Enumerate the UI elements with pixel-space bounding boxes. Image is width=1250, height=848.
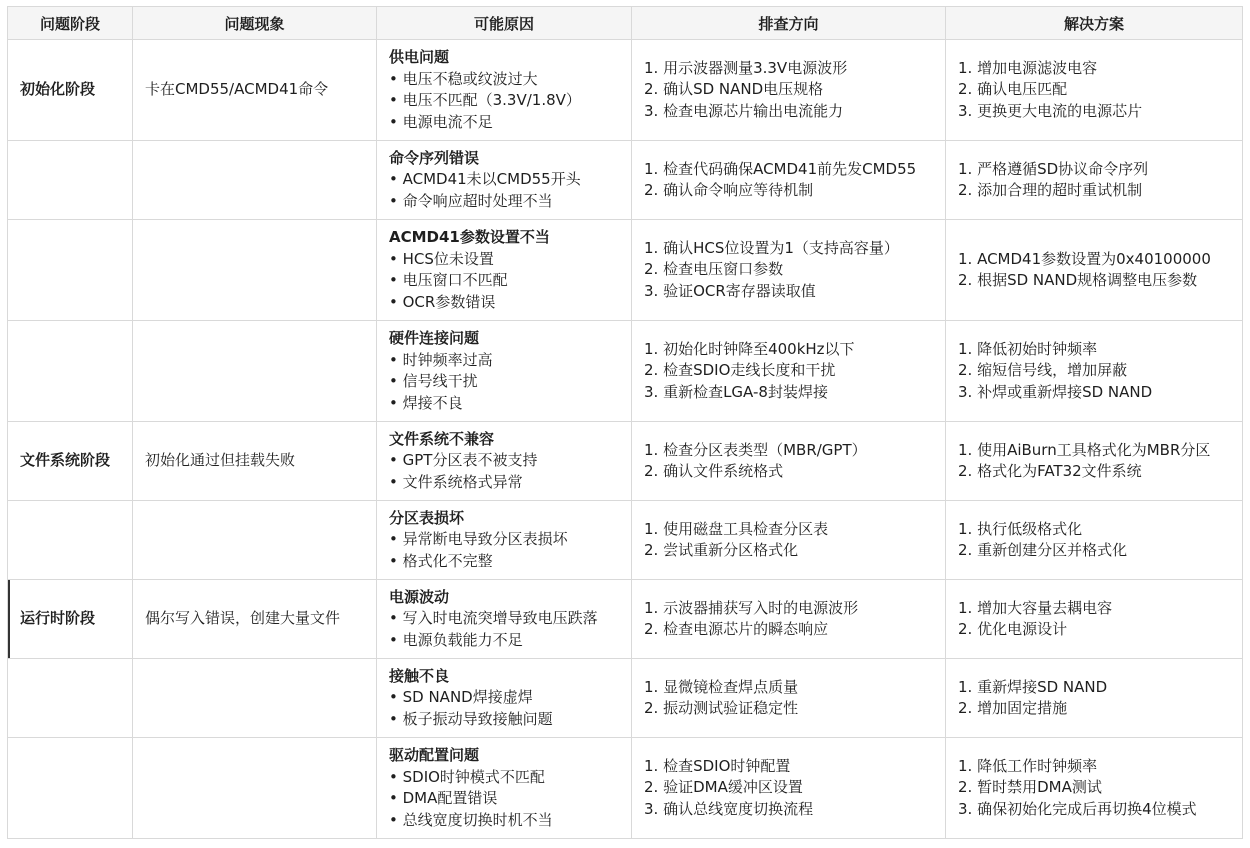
- cause-item: • 命令响应超时处理不当: [389, 191, 553, 210]
- cause-item: • 板子振动导致接触问题: [389, 709, 553, 728]
- check-item: 1. 使用磁盘工具检查分区表: [644, 519, 829, 538]
- check-item: 3. 检查电源芯片输出电流能力: [644, 101, 844, 120]
- solution-cell: [946, 422, 1243, 501]
- solution-cell: [946, 659, 1243, 738]
- check-item: 1. 检查SDIO时钟配置: [644, 756, 791, 775]
- header-symptom: 问题现象: [133, 7, 377, 40]
- solution-item: 1. 增加电源滤波电容: [958, 58, 1098, 77]
- check-item: 1. 显微镜检查焊点质量: [644, 677, 799, 696]
- solution-item: 2. 重新创建分区并格式化: [958, 541, 1128, 559]
- stage-cell: 文件系统阶段: [8, 422, 133, 501]
- stage-cell: [8, 738, 133, 839]
- cause-item: • 信号线干扰: [389, 372, 478, 390]
- cause-cell: [377, 40, 632, 141]
- check-item: 1. 检查分区表类型（MBR/GPT）: [644, 440, 867, 459]
- symptom-cell: [133, 738, 377, 839]
- check-cell: [632, 40, 946, 141]
- cause-item: • 电源负载能力不足: [389, 630, 523, 649]
- check-item: 3. 验证OCR寄存器读取值: [644, 281, 816, 300]
- cause-title: 接触不良: [389, 666, 450, 685]
- cause-item: • 电压窗口不匹配: [389, 271, 508, 289]
- cause-cell: [377, 141, 632, 220]
- solution-item: 2. 确认电压匹配: [958, 80, 1068, 99]
- solution-cell: [946, 40, 1243, 141]
- solution-item: 2. 根据SD NAND规格调整电压参数: [958, 271, 1198, 289]
- stage-cell: [8, 220, 133, 321]
- table-row: [8, 659, 1243, 738]
- cause-item: • 电压不匹配（3.3V/1.8V）: [389, 91, 581, 109]
- symptom-cell: [133, 501, 377, 580]
- cause-title: 电源波动: [389, 587, 450, 606]
- cause-item: • 异常断电导致分区表损坏: [389, 530, 568, 549]
- solution-item: 2. 格式化为FAT32文件系统: [958, 462, 1142, 480]
- stage-cell: [8, 141, 133, 220]
- cause-title: 供电问题: [389, 48, 450, 66]
- cause-cell: [377, 501, 632, 580]
- solution-item: 1. 使用AiBurn工具格式化为MBR分区: [958, 440, 1211, 459]
- table-row: [8, 321, 1243, 422]
- cause-title: 驱动配置问题: [389, 746, 480, 764]
- table-row: [8, 220, 1243, 321]
- solution-item: 3. 确保初始化完成后再切换4位模式: [958, 799, 1197, 818]
- solution-cell: [946, 321, 1243, 422]
- check-cell: [632, 738, 946, 839]
- cause-item: • ACMD41未以CMD55开头: [389, 170, 581, 189]
- solution-cell: [946, 501, 1243, 580]
- check-item: 2. 检查电源芯片的瞬态响应: [644, 620, 829, 638]
- check-item: 3. 确认总线宽度切换流程: [644, 799, 814, 818]
- check-cell: [632, 422, 946, 501]
- cause-item: • 格式化不完整: [389, 551, 493, 570]
- check-item: 2. 检查SDIO走线长度和干扰: [644, 361, 836, 380]
- cause-item: • SDIO时钟模式不匹配: [389, 767, 545, 786]
- cause-cell: [377, 738, 632, 839]
- symptom-cell: [133, 220, 377, 321]
- solution-item: 1. 严格遵循SD协议命令序列: [958, 159, 1149, 178]
- solution-cell: [946, 738, 1243, 839]
- symptom-cell: 卡在CMD55/ACMD41命令: [133, 40, 377, 141]
- cause-title: 文件系统不兼容: [389, 429, 495, 448]
- cause-cell: [377, 220, 632, 321]
- symptom-cell: 初始化通过但挂载失败: [133, 422, 377, 501]
- cause-title: ACMD41参数设置不当: [389, 228, 550, 246]
- solution-item: 1. 降低初始时钟频率: [958, 339, 1098, 358]
- check-item: 2. 尝试重新分区格式化: [644, 541, 799, 559]
- cause-item: • GPT分区表不被支持: [389, 451, 538, 470]
- solution-item: 2. 添加合理的超时重试机制: [958, 181, 1143, 199]
- table-row: [8, 738, 1243, 839]
- symptom-cell: 偶尔写入错误，创建大量文件: [133, 580, 377, 659]
- solution-cell: [946, 141, 1243, 220]
- symptom-cell: [133, 659, 377, 738]
- symptom-cell: [133, 321, 377, 422]
- cause-item: • HCS位未设置: [389, 249, 494, 268]
- cause-item: • OCR参数错误: [389, 292, 496, 311]
- symptom-cell: [133, 141, 377, 220]
- solution-item: 1. 重新焊接SD NAND: [958, 677, 1108, 696]
- check-cell: [632, 580, 946, 659]
- check-item: 2. 确认命令响应等待机制: [644, 181, 814, 199]
- cause-item: • 焊接不良: [389, 393, 463, 412]
- table-header-row: [8, 7, 1243, 40]
- cause-item: • SD NAND焊接虚焊: [389, 688, 533, 707]
- cause-item: • 电压不稳或纹波过大: [389, 69, 538, 88]
- check-item: 2. 验证DMA缓冲区设置: [644, 778, 803, 797]
- table-row: [8, 141, 1243, 220]
- solution-item: 2. 增加固定措施: [958, 699, 1068, 717]
- check-cell: [632, 220, 946, 321]
- solution-item: 2. 缩短信号线，增加屏蔽: [958, 361, 1128, 380]
- solution-item: 1. ACMD41参数设置为0x40100000: [958, 249, 1211, 268]
- cause-title: 命令序列错误: [389, 148, 480, 167]
- troubleshooting-table: [7, 6, 1243, 839]
- header-stage: 问题阶段: [8, 7, 133, 40]
- cause-cell: [377, 580, 632, 659]
- solution-item: 3. 更换更大电流的电源芯片: [958, 101, 1143, 120]
- cause-item: • 时钟频率过高: [389, 350, 493, 369]
- cause-item: • 总线宽度切换时机不当: [389, 810, 553, 829]
- cause-title: 分区表损坏: [389, 508, 465, 527]
- solution-item: 1. 增加大容量去耦电容: [958, 598, 1113, 617]
- check-item: 1. 示波器捕获写入时的电源波形: [644, 598, 859, 617]
- check-item: 2. 检查电压窗口参数: [644, 260, 784, 279]
- check-item: 1. 用示波器测量3.3V电源波形: [644, 58, 848, 77]
- cause-item: • DMA配置错误: [389, 789, 498, 807]
- check-cell: [632, 141, 946, 220]
- troubleshooting-table-container: [7, 6, 1242, 839]
- check-item: 2. 振动测试验证稳定性: [644, 699, 799, 717]
- check-item: 1. 确认HCS位设置为1（支持高容量）: [644, 238, 899, 257]
- header-check: 排查方向: [632, 7, 946, 40]
- cause-title: 硬件连接问题: [389, 329, 480, 347]
- cause-item: • 电源电流不足: [389, 112, 493, 131]
- solution-item: 2. 暂时禁用DMA测试: [958, 778, 1102, 797]
- stage-cell: 初始化阶段: [8, 40, 133, 141]
- check-item: 2. 确认SD NAND电压规格: [644, 80, 824, 99]
- stage-cell: [8, 659, 133, 738]
- check-cell: [632, 501, 946, 580]
- cause-item: • 写入时电流突增导致电压跌落: [389, 609, 598, 628]
- stage-cell: [8, 321, 133, 422]
- cause-cell: [377, 422, 632, 501]
- solution-item: 1. 执行低级格式化: [958, 519, 1083, 538]
- cause-cell: [377, 321, 632, 422]
- table-row: [8, 580, 1243, 659]
- check-item: 1. 初始化时钟降至400kHz以下: [644, 339, 855, 358]
- check-item: 2. 确认文件系统格式: [644, 462, 784, 480]
- table-row: [8, 422, 1243, 501]
- header-cause: 可能原因: [377, 7, 632, 40]
- cause-item: • 文件系统格式异常: [389, 472, 523, 491]
- check-item: 3. 重新检查LGA-8封装焊接: [644, 382, 828, 401]
- solution-item: 1. 降低工作时钟频率: [958, 756, 1098, 775]
- table-row: [8, 40, 1243, 141]
- header-solution: 解决方案: [946, 7, 1243, 40]
- solution-item: 3. 补焊或重新焊接SD NAND: [958, 382, 1153, 401]
- check-cell: [632, 321, 946, 422]
- solution-cell: [946, 580, 1243, 659]
- stage-cell: 运行时阶段: [8, 580, 133, 659]
- check-item: 1. 检查代码确保ACMD41前先发CMD55: [644, 159, 917, 178]
- table-row: [8, 501, 1243, 580]
- check-cell: [632, 659, 946, 738]
- cause-cell: [377, 659, 632, 738]
- solution-item: 2. 优化电源设计: [958, 620, 1068, 638]
- solution-cell: [946, 220, 1243, 321]
- stage-cell: [8, 501, 133, 580]
